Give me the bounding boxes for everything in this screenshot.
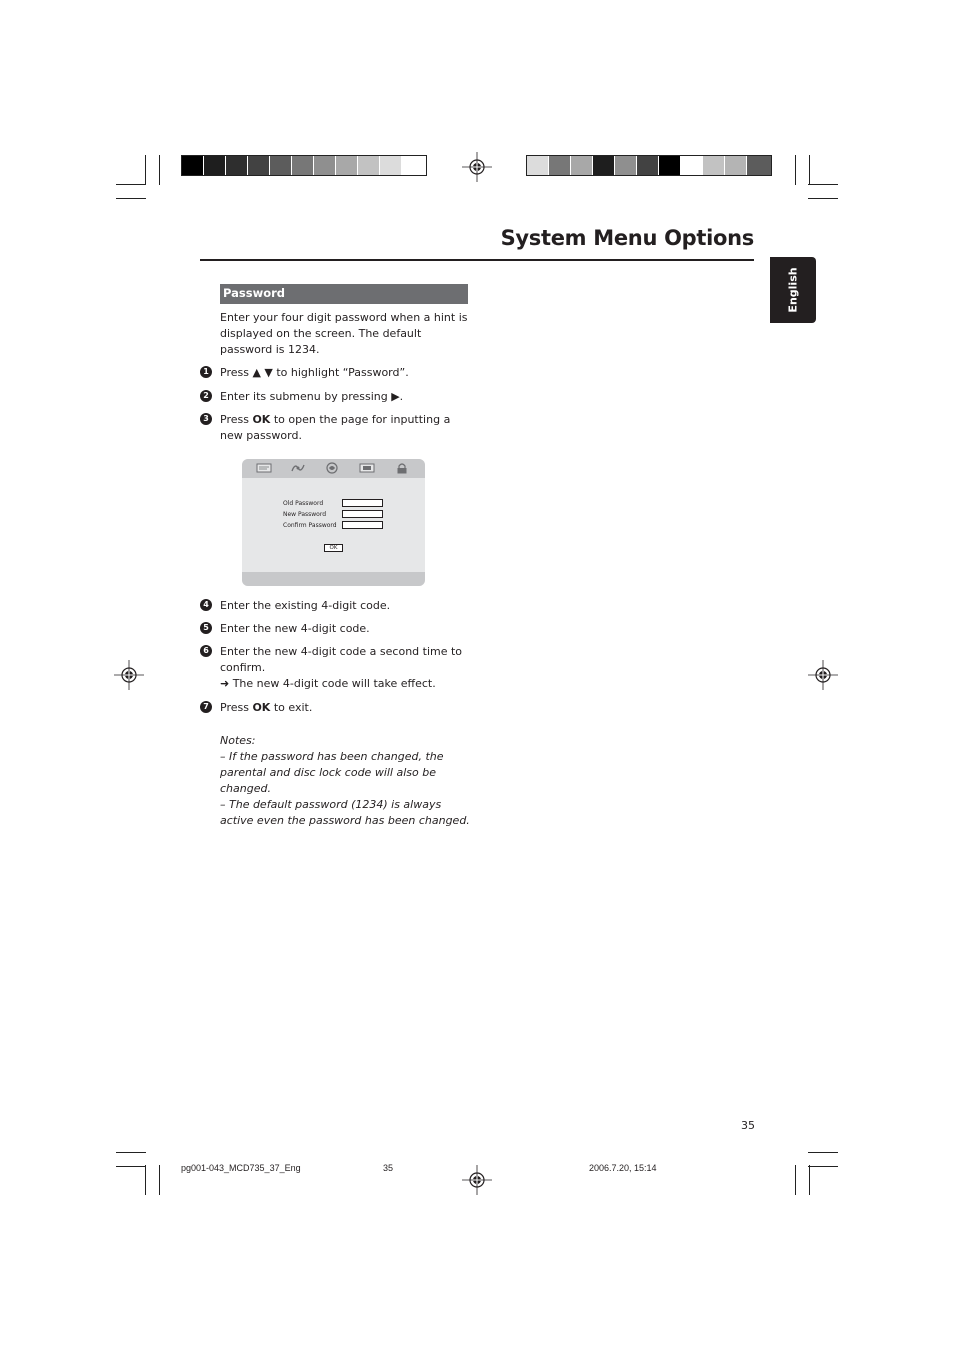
step-text: Press OK to exit. [220,701,313,714]
old-password-field[interactable] [342,499,383,507]
section-heading: Password [220,284,468,304]
notes [220,733,475,829]
step-text: Enter the new 4-digit code a second time to confirm. [220,645,463,674]
password-osd-screen [242,459,425,586]
step-number: 1 [200,366,212,378]
step-1 [200,365,475,381]
page-title: System Menu Options [500,226,754,250]
step-number: 7 [200,701,212,713]
osd-status-bar [242,572,425,586]
registration-mark-icon [462,1165,492,1195]
calibration-strip-left [181,155,427,176]
note-item: – If the password has been changed, the parental and disc lock code will also be changed. [220,750,444,795]
step-4 [200,598,475,614]
section-intro: Enter your four digit password when a hint is displayed on the screen. The default password is 1234. [220,311,468,356]
osd-old-password-label: Old Password [283,500,324,507]
title-rule [200,259,754,261]
step-7 [200,700,475,716]
osd-new-password-label: New Password [283,511,327,518]
step-number: 3 [200,413,212,425]
password-lock-icon [394,462,410,474]
step-text: Press OK to open the page for inputting a new password. [220,413,451,442]
footer-timestamp: 2006.7.20, 15:14 [589,1163,657,1173]
step-number: 4 [200,599,212,611]
language-tab-label: English [786,267,800,313]
step-number: 5 [200,622,212,634]
language-tab [770,257,816,323]
new-password-field[interactable] [342,510,383,518]
step-number: 2 [200,390,212,402]
video-setup-icon [324,462,340,474]
step-2 [200,389,475,405]
step-5 [200,621,475,637]
notes-heading: Notes: [220,734,256,747]
general-setup-icon [256,462,272,474]
step-3 [200,412,475,444]
footer-page: 35 [383,1163,394,1173]
step-result: ➜ The new 4-digit code will take effect. [220,677,436,690]
confirm-password-field[interactable] [342,521,383,529]
page-number: 35 [741,1119,755,1132]
step-text: Enter its submenu by pressing ▶. [220,390,404,403]
registration-mark-icon [808,660,838,690]
step-text: Enter the new 4-digit code. [220,622,370,635]
registration-mark-icon [462,152,492,182]
step-text: Enter the existing 4-digit code. [220,599,391,612]
step-number: 6 [200,645,212,657]
osd-ok-button[interactable]: OK [324,544,343,552]
step-text: Press ▲ ▼ to highlight “Password”. [220,366,409,379]
registration-mark-icon [114,660,144,690]
preference-icon [359,462,375,474]
audio-setup-icon [290,462,306,474]
footer-filename: pg001-043_MCD735_37_Eng [181,1163,301,1173]
note-item: – The default password (1234) is always active even the password has been changed. [220,798,470,827]
osd-menu-bar [242,459,425,478]
calibration-strip-right [526,155,772,176]
step-6 [200,644,475,692]
osd-confirm-password-label: Confirm Password [283,522,337,529]
